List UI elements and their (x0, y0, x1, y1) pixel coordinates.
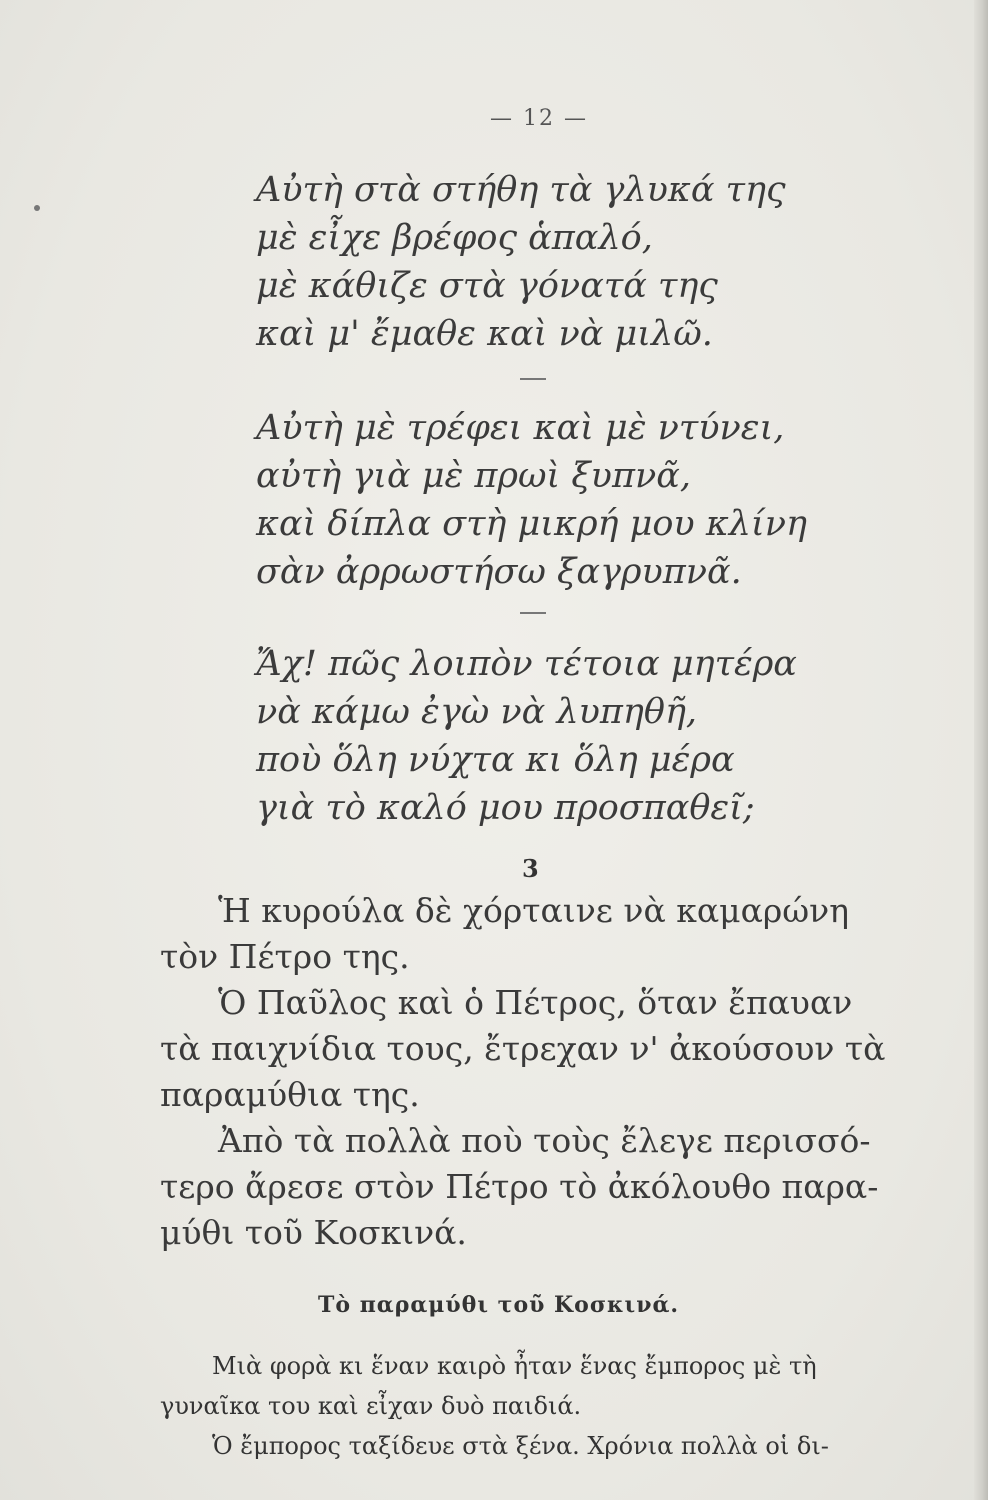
page-edge-shadow (974, 0, 988, 1500)
tale-title: Τὸ παραμύθι τοῦ Κοσκινά. (318, 1292, 680, 1318)
poem-line: νὰ κάμω ἐγὼ νὰ λυπηθῆ, (256, 692, 698, 732)
stanza-divider (520, 378, 546, 380)
prose-line: παραμύθια της. (160, 1075, 420, 1114)
prose-line: τὸν Πέτρο της. (160, 937, 410, 976)
poem-line: μὲ εἶχε βρέφος ἁπαλό, (256, 218, 653, 258)
prose-line: τερο ἄρεσε στὸν Πέτρο τὸ ἀκόλουθο παρα- (160, 1167, 879, 1206)
stanza-divider (520, 612, 546, 614)
prose-line: τὰ παιχνίδια τους, ἔτρεχαν ν' ἀκούσουν τὰ (160, 1029, 886, 1068)
poem-line: Ἄχ! πῶς λοιπὸν τέτοια μητέρα (256, 644, 797, 684)
prose-line: Ἡ κυρούλα δὲ χόρταινε νὰ καμαρώνη (218, 891, 850, 930)
tale-line: γυναῖκα του καὶ εἶχαν δυὸ παιδιά. (160, 1392, 582, 1420)
prose-line: Ἀπὸ τὰ πολλὰ ποὺ τοὺς ἔλεγε περισσό- (218, 1121, 871, 1160)
poem-line: μὲ κάθιζε στὰ γόνατά της (256, 266, 718, 306)
poem-line: Αὐτὴ στὰ στήθη τὰ γλυκά της (256, 170, 786, 210)
poem-line: σὰν ἀρρωστήσω ξαγρυπνᾶ. (256, 552, 742, 592)
prose-line: μύθι τοῦ Κοσκινά. (160, 1213, 467, 1252)
prose-line: Ὁ Παῦλος καὶ ὁ Πέτρος, ὅταν ἔπαυαν (218, 983, 853, 1022)
poem-stanza-1 (256, 166, 786, 358)
poem-stanza-3 (256, 640, 797, 832)
poem-line: αὐτὴ γιὰ μὲ πρωὶ ξυπνᾶ, (256, 456, 691, 496)
tale-line: Μιὰ φορὰ κι ἕναν καιρὸ ἦταν ἕνας ἔμπορος μὲ τὴ (212, 1352, 817, 1380)
tale-line: Ὁ ἔμπορος ταξίδευε στὰ ξένα. Χρόνια πολλὰ οἱ δι- (212, 1432, 829, 1460)
ink-speck (34, 205, 40, 211)
poem-line: καὶ δίπλα στὴ μικρή μου κλίνη (256, 504, 807, 544)
poem-stanza-2 (256, 404, 807, 596)
poem-line: Αὐτὴ μὲ τρέφει καὶ μὲ ντύνει, (256, 408, 785, 448)
poem-line: καὶ μ' ἔμαθε καὶ νὰ μιλῶ. (256, 314, 713, 354)
section-number: 3 (522, 854, 539, 883)
page-number: — 12 — (490, 106, 588, 131)
poem-line: γιὰ τὸ καλό μου προσπαθεῖ; (256, 788, 755, 828)
poem-line: ποὺ ὅλη νύχτα κι ὅλη μέρα (256, 740, 735, 780)
